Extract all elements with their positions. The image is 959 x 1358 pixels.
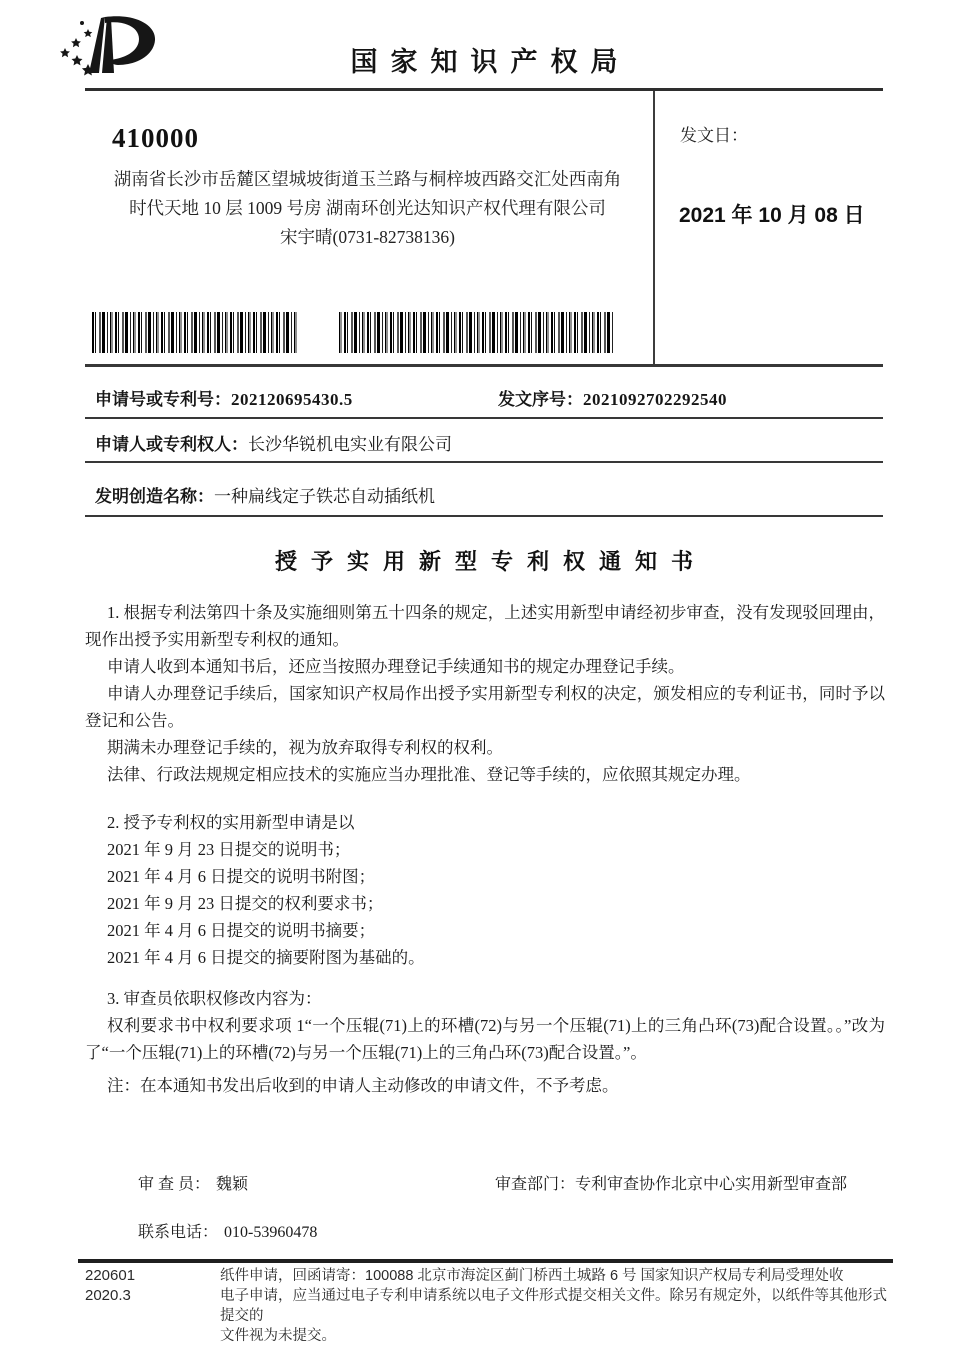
table-divider-1 [85,417,883,419]
examiner-label: 审 查 员： [138,1176,211,1193]
application-number-cell [95,385,353,410]
phone-value: 010-53960478 [224,1224,318,1241]
applicant-label: 申请人或专利权人： [95,435,248,454]
section2-item: 2021 年 4 月 6 日提交的说明书摘要； [107,921,376,940]
examiner-row [138,1171,248,1194]
dispatch-number-label: 发文序号： [498,390,583,409]
footer-line-1: 纸件申请，回函请寄：100088 北京市海淀区蓟门桥西土城路 6 号 国家知识产权局专利局受理处收 [220,1268,844,1284]
footer-form-code: 220601 [85,1267,136,1284]
dispatch-number-value: 2021092702292540 [583,390,727,409]
footer-form-codes [85,1266,135,1306]
footer-line-3: 文件视为未提交。 [220,1328,336,1344]
paragraph-4: 期满未办理登记手续的，视为放弃取得专利权的权利。 [107,738,503,757]
phone-row [138,1219,317,1242]
section3-note: 注：在本通知书发出后收到的申请人主动修改的申请文件，不予考虑。 [107,1076,619,1095]
section2-item: 2021 年 4 月 6 日提交的说明书附图； [107,867,376,886]
notice-title: 授予实用新型专利权通知书 [274,549,707,574]
table-divider-2 [85,461,883,463]
application-number-value: 202120695430.5 [231,390,353,409]
barcode-left-icon [92,312,298,353]
invention-title-cell [95,482,435,507]
section3-heading: 3. 审查员依职权修改内容为： [107,989,322,1008]
table-divider-3 [85,515,883,517]
applicant-cell [95,430,452,455]
department-row [495,1171,847,1194]
dispatch-date-value: 2021 年 10 月 08 日 [679,204,865,227]
barcode-right-icon [337,312,614,353]
recipient-contact: 宋宇晴(0731-82738136) [280,227,455,247]
paragraph-1: 1. 根据专利法第四十条及实施细则第五十四条的规定，上述实用新型申请经初步审查，没有发现驳回理由，现作出授予实用新型专利权的通知。 [85,603,885,649]
section3-paragraph: 权利要求书中权利要求项 1“一个压辊(71)上的环槽(72)与另一个压辊(71)上的三角凸环(73)配合设置。。”改为了“一个压辊(71)上的环槽(72)与另一个压辊(71)上的三角凸环(73)配合设置。”。 [85,1016,885,1062]
footer-line-2: 电子申请，应当通过电子专利申请系统以电子文件形式提交相关文件。除另有规定外，以纸件等其他形式提交的 [220,1288,887,1324]
section2-item: 2021 年 4 月 6 日提交的摘要附图为基础的。 [107,948,425,967]
department-label: 审查部门： [495,1176,576,1193]
recipient-address-line1: 湖南省长沙市岳麓区望城坡街道玉兰路与桐梓坡西路交汇处西南角 [113,169,622,189]
paragraph-3: 申请人办理登记手续后，国家知识产权局作出授予实用新型专利权的决定，颁发相应的专利证书，同时予以登记和公告。 [85,684,885,730]
paragraph-2: 申请人收到本通知书后，还应当按照办理登记手续通知书的规定办理登记手续。 [107,657,685,676]
notice-body [85,599,885,1099]
invention-title-value: 一种扁线定子铁芯自动插纸机 [214,487,435,506]
footer-divider [78,1259,893,1263]
paragraph-5: 法律、行政法规规定相应技术的实施应当办理批准、登记等手续的，应依照其规定办理。 [107,765,751,784]
section2-item: 2021 年 9 月 23 日提交的权利要求书； [107,894,384,913]
table-divider-top [85,364,883,367]
footer-instructions [220,1266,896,1346]
examiner-value: 魏颖 [216,1176,249,1193]
dispatch-date-label: 发文日： [680,126,748,145]
section2-item: 2021 年 9 月 23 日提交的说明书； [107,840,351,859]
postal-code: 410000 [112,123,199,153]
footer-form-version: 2020.3 [85,1287,131,1304]
section2-heading: 2. 授予专利权的实用新型申请是以 [107,813,355,832]
recipient-address [95,165,640,252]
applicant-value: 长沙华锐机电实业有限公司 [248,435,452,454]
phone-label: 联系电话： [138,1224,219,1241]
application-number-label: 申请号或专利号： [95,390,231,409]
dispatch-number-cell [498,385,727,410]
department-value: 专利审查协作北京中心实用新型审查部 [575,1176,848,1193]
agency-title: 国家知识产权局 [350,47,631,77]
dispatch-date-box [653,91,885,364]
invention-title-label: 发明创造名称： [95,487,214,506]
recipient-address-line2: 时代天地 10 层 1009 号房 湖南环创光达知识产权代理有限公司 [129,198,606,218]
